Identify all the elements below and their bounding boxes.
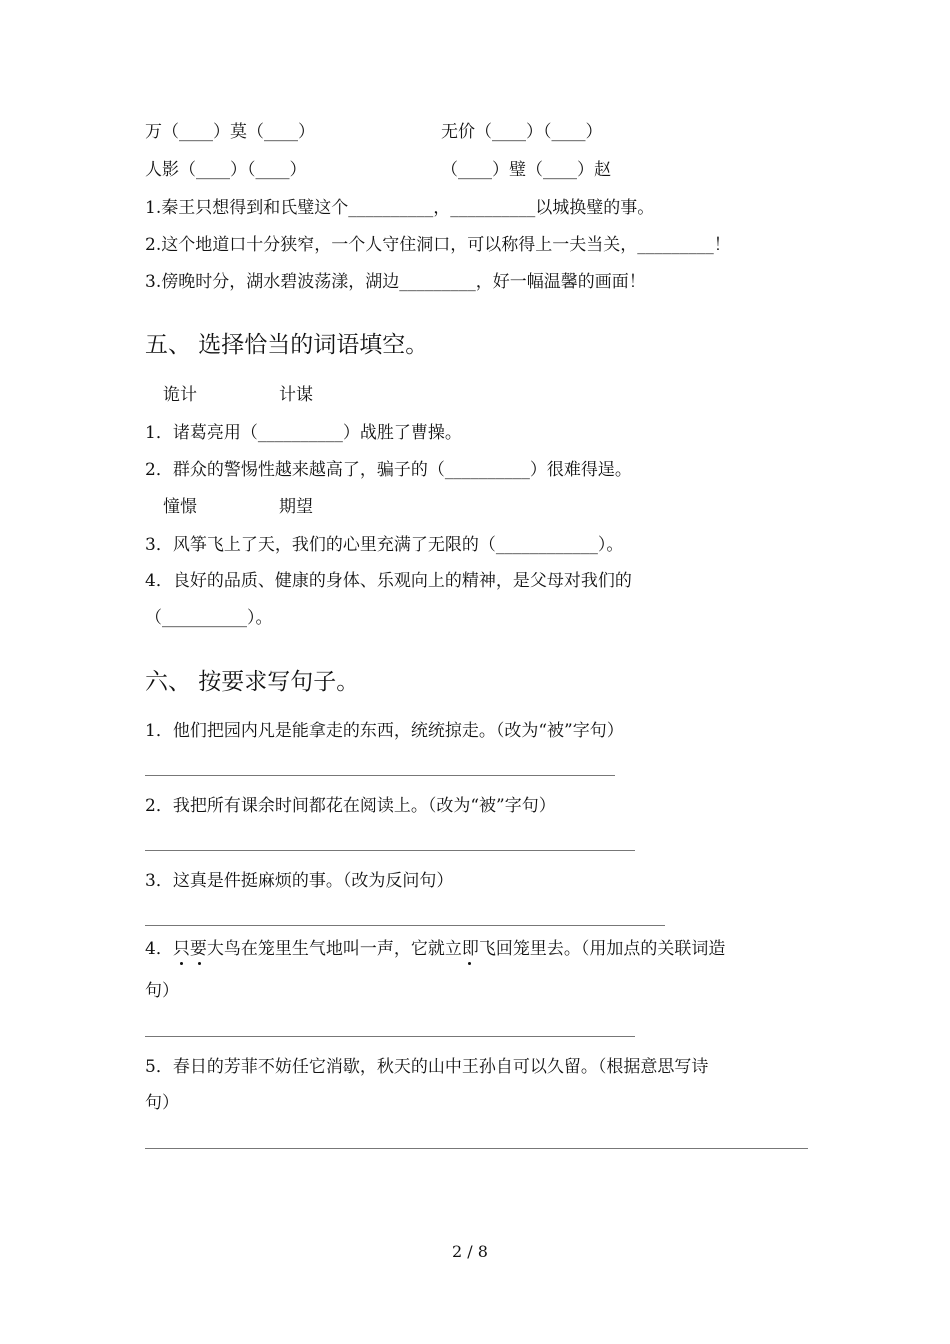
idiom-row1-right: 无价（____）（____）	[441, 122, 603, 142]
page-number: 2 / 8	[452, 1242, 488, 1261]
idiom-row1-left: 万（____）莫（____）	[145, 122, 315, 142]
answer-line[interactable]	[145, 775, 615, 776]
word-option: 憧憬	[163, 497, 197, 517]
section5-q3: 3．风筝飞上了天，我们的心里充满了无限的（____________）。	[145, 535, 624, 555]
answer-line[interactable]	[145, 850, 635, 851]
answer-line[interactable]	[145, 1148, 808, 1149]
idiom-row2-left: 人影（____）（____）	[145, 160, 307, 180]
emphasis-dot	[180, 962, 183, 965]
section5-q4-continued: （__________）。	[145, 608, 273, 628]
fill-sentence-1: 1.秦王只想得到和氏璧这个__________，__________以城换璧的事。	[145, 198, 655, 218]
section5-title: 五、 选择恰当的词语填空。	[145, 332, 429, 358]
section6-q2: 2．我把所有课余时间都花在阅读上。（改为“被”字句）	[145, 796, 556, 816]
word-option: 诡计	[163, 385, 197, 405]
section6-q1: 1．他们把园内凡是能拿走的东西，统统掠走。（改为“被”字句）	[145, 721, 624, 741]
answer-line[interactable]	[145, 1036, 635, 1037]
section6-q3: 3．这真是件挺麻烦的事。（改为反问句）	[145, 871, 454, 891]
section5-q2: 2．群众的警惕性越来越高了，骗子的（__________）很难得逞。	[145, 460, 632, 480]
emphasis-dot	[198, 962, 201, 965]
fill-sentence-2: 2.这个地道口十分狭窄，一个人守住洞口，可以称得上一夫当关，_________！	[145, 235, 731, 255]
word-option: 计谋	[279, 385, 313, 405]
section6-q5: 5．春日的芳菲不妨任它消歇，秋天的山中王孙自可以久留。（根据意思写诗	[145, 1057, 709, 1077]
emphasis-dot	[468, 962, 471, 965]
section6-q4-continued: 句）	[145, 981, 179, 1001]
word-option: 期望	[279, 497, 313, 517]
answer-line[interactable]	[145, 925, 665, 926]
idiom-row2-right: （____）璧（____）赵	[441, 160, 611, 180]
section5-q4: 4．良好的品质、健康的身体、乐观向上的精神，是父母对我们的	[145, 571, 632, 591]
section5-q1: 1．诸葛亮用（__________）战胜了曹操。	[145, 423, 462, 443]
section6-q4: 4．只要大鸟在笼里生气地叫一声，它就立即飞回笼里去。（用加点的关联词造	[145, 939, 726, 959]
section6-title: 六、 按要求写句子。	[145, 669, 360, 695]
fill-sentence-3: 3.傍晚时分，湖水碧波荡漾，湖边_________，好一幅温馨的画面！	[145, 272, 646, 292]
section6-q5-continued: 句）	[145, 1093, 179, 1113]
